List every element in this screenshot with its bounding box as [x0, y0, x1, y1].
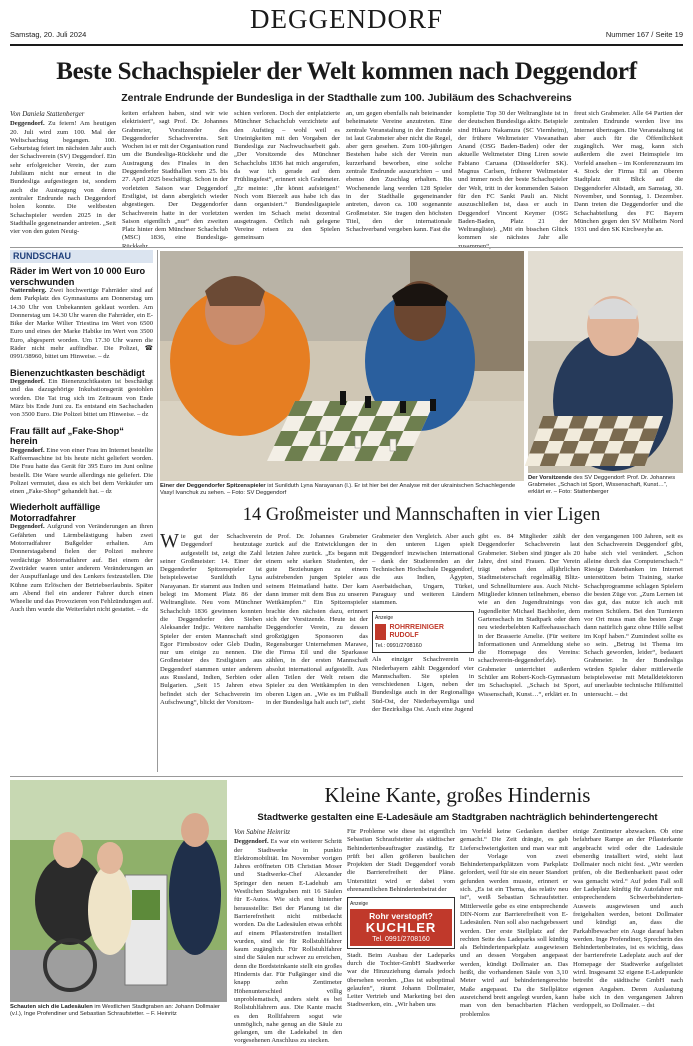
ad-logo-icon: [375, 624, 386, 640]
kante-text-2b: Stadt. Beim Ausbau der Ladeparks durch die Tochter-GmbH Stadtwerke war die Hinzuziehung damals jedoch übersehen worden. „Das ist suboptimal gelaufen“, räumt Johann Dollmaier, Leiter Vertrieb und Marketing bei den Stadtwerken, ein. „Wir haben uns: [347, 951, 455, 1009]
chess-photo-caption: [160, 483, 524, 497]
caption-lead: Schauten sich die Ladesäulen: [10, 1004, 93, 1010]
section-title: DEGGENDORF: [249, 4, 443, 34]
charging-photo-caption: [10, 1004, 227, 1018]
rundschau-item-title: Wiederholt auffällige Motorradfahrer: [10, 502, 101, 523]
charging-station-photo: [10, 780, 227, 1002]
chess-column-2: de Prof. Dr. Johannes Grabmeier zurück auf die Entwicklungen der letzten Jahre zurück. „Es begann mit einem sehr starken Studenten, der gute Beziehungen zu einem aufstrebenden jungen Spieler aus seinem Heimatland hatte. Der kam dann immer mit dem Bus zu unseren Wettkämpfen.“ Ein Spitzenspieler brachte den nächsten dazu, erinnert sich der Vorsitzende. Heute ist der Deggendorfer Verein, zu dessen großzügigen Sponsoren das Regensburger Unternehmen Marawe, die Firma Eil und die Sparkasse zählen, in der ersten Mannschaft absolut international aufgestellt. Aus allen Teilen der Welt reisen die Spieler zu den Wettkämpfen in den oberen Ligen an. „Wie es im Fußball in der Bundesliga halt auch ist“, zieht: [266, 533, 368, 706]
rundschau-header: RUNDSCHAU: [10, 250, 153, 263]
rundschau-item-body: [10, 287, 153, 362]
lead-column-1: [10, 110, 116, 245]
chess-column-1: [160, 530, 262, 771]
caption-text: im Westlichen Stadtgraben an: Johann Dollmaier (v.l.), Inge Profendiner und Sebastian Schraufstetter.: [10, 1004, 220, 1017]
masthead: [10, 4, 683, 46]
issue-number-text: Nummer 167: [605, 30, 650, 39]
lead-column-2: keiten erfahren haben, sind wir wie elektrisiert“, sagt Prof. Dr. Johannes Grabmeier, Vorsitzender des Deggendorfer Schachvereins. Seit Wochen ist er mit der Organisation rund um die Bundesliga-Rückkehr und die Austragung des Finales in den Deggendorfer Stadthallen vom 25. bis 27. April 2025 beschäftigt. Schon in der vorletzten Saison war Deggendorf Erstligist, ist dann abergleich wieder abgestiegen. Der Deggendorfer Schachverein hatte in der vorletzten Saison eigentlich „nur“ den zweiten Platz hinter dem Münchner Schachclub (MSC) 1836, eine Bundesliga-: [122, 110, 228, 242]
chess-text-5: den vergangenen 100 Jahren, seit es den Schachverein Deggendorf gibt, habe sich viel verändert. „Schon alleine durch das Computerschach.“ Riesige Datenbanken im Internet unterstützen beim Training, starke Schachprogramme schlagen Spielern die besten Züge vor. „Zum Lernen ist das gut, das nutze ich auch mit meinen Schülern. Bei den Turnieren vor Ort muss man die besten Zuge dann natürlich ganz ohne Hilfe selbst im Kopf haben.“ Zumindest sollte es so sein. „Betrug ist Thema im Schach geworden, leider“, bedauert Grabmeier. In der Bundesliga würden Spieler daher mittlerweile beispielsweise mit Metalldetektoren auf unerlaubte technische Hilfsmittel untersucht.: [584, 533, 683, 698]
drop-cap: W: [160, 530, 179, 552]
article-tag: – dst: [641, 1002, 655, 1010]
issue-separator: /: [651, 30, 654, 39]
rundschau-item-dateline: Deggendorf.: [10, 378, 45, 386]
caption-text: ist Sunilduth Lyna Narayanan (l.). Er ist hier bei der Analyse mit der ukrainischen Schachlegende Vasyl Ivanchuk zu sehen.: [160, 483, 516, 496]
lead-headline: Beste Schachspieler der Welt kommen nach Deggendorf: [56, 58, 637, 85]
rundschau-column: [10, 266, 153, 771]
chess-headline: 14 Großmeister und Mannschaften in vier Ligen: [242, 505, 601, 525]
caption-lead: Einer der Deggendorfer Spitzenspieler: [160, 483, 266, 489]
rundschau-item-text: Eine von einer Frau im Internet bestellte Kaffeemaschine ist bis heute nicht geliefert worden. Die Frau hatte das Gerät für 395 Euro im Juni online bestellt. Die Ware wurde allerdings nie geliefert. Die Polizei vermutet, dass es sich bei dem Verkäufer um einen „Fake-Shop“ gehandelt hat.: [10, 446, 153, 496]
rundschau-item-dateline: Deggendorf.: [10, 523, 45, 531]
kante-byline: Von Sabine Heinritz: [234, 828, 290, 836]
charging-station-image: [10, 780, 227, 1002]
rundschau-item-tag: – dz: [100, 488, 112, 496]
rundschau-item: [10, 266, 153, 362]
ad-company: KUCHLER: [365, 919, 437, 935]
caption-lead: Der Vorsitzende: [528, 475, 572, 481]
rundschau-item: [10, 502, 153, 614]
rundschau-item-body: [10, 523, 153, 614]
kante-dateline: Deggendorf.: [234, 838, 269, 846]
rundschau-item-body: [10, 447, 153, 497]
kante-text-4: einige Zentimeter abzwacken. Ob eine befahrbare Rampe an der Pflasterkante angebracht wird oder die Ladesäule ebenerdig installiert wird, steht laut Dollmaier noch nicht fest. „Wir werden prüfen, ob die Bedienbarkeit passt oder was gemacht wird.“ Auf jeden Fall soll der Ladeplatz künftig für Autofahrer mit entsprechendem Schwerbehinderten-Ausweis ausgewiesen und auch freigehalten werden, betont Dollmaier und kündigt an, dass die Parkablbewacher ein Auge darauf haben werden. Inge Profendiner, Sprecherin des Behindertenbeirates, ist es wichtig, dass der barrierefreie Ladeplatz auch auf der Homepage der Stadtwerke aufgelistet wird. Insgesamt 32 eigene E-Ladepunkte betreibt die städtische GmbH nach eigenen Angaben. Deren Auslastung habe sich in den vergangenen Jahren verdoppelt, so Dollmaier.: [573, 828, 683, 1010]
rundschau-item-title: Bienenzuchtkasten beschädigt: [10, 367, 145, 378]
lead-column-3: schien verloren. Doch der entplatzierte Münchner Schachclub verzichtete auf den Aufstieg – wohl weil es Uneinigkeiten mit den Vorgaben der Bundesliga zur Nachwuchsarbeit gab. „Der Vorsitzende des Münchner Schachclubs 1836 hat mich angerufen, da war ich gerade auf dem Frühlingsfest“, erinnert sich Grabmeier. „Er meinte: ‚Ihr könnt aufsteigen!‘ Noch vom Bierzelt aus habe ich das dann organisiert.“ Bundesligaspiele werden im Schach meist dezentral ausgetragen. Örtlich nah gelegene Vereine reisen zu den Spielen gemeinsam: [234, 110, 340, 242]
kante-column-2: [347, 828, 455, 1022]
ad-phone: Tel.: 0991/2708160: [375, 642, 422, 649]
ad-label: Anzeige: [375, 614, 394, 621]
rundschau-item-body: [10, 378, 153, 419]
lead-column-4: an, um gegen ebenfalls nah beieinander beheimatete Vereine anzutreten. Eine zentrale Veranstaltung in der Endrunde ist laut Grabmeier aber nicht die Regel, aber gern gesehen. Zum 100-jährigen Bestehen habe sich der Verein nun kurzerhand beworben, eine solche zentrale Endrunde auszurichten – und ebenso den Zuschlag erhalten. Bis Wochenende lang werden 128 Spieler in der Stadthalle gegeneinander antreten, davon ca. 100 sogenannte Großmeister. Sie tragen den höchsten Titel, den der internationale Schachverband vergeben kann. Fast die: [346, 110, 452, 234]
kante-text-1: Es war ein weiterer Schritt der Stadtwerke in punkto Elektromobilität. Im November vorigen Jahres eröffneten OB Christian Moser und Stadtwerke-Chef Alexander Springer den neuen E-Ladehub am Westlichen Stadtgraben mit 16 Säulen für E-Autos. Wie sich erst hinterher herausstellte: Bei der Planung ist die Barrierefreiheit nicht mitbedacht worden. Da die Ladesäulen etwas erhöht auf einem Pflasterstreifen installiert wurden, sind sie für Rollstuhlfahrer kaum zugänglich. Für Rollstuhlfahrer sind die Säulen nur schwer zu erreichen, denn die Bordsteinkante stellt ein großes Hindernis dar. Für Fußgänger sind die knapp zehn Zentimeter Höhenunterschied völlig unproblematisch, anders sieht es bei Rollstuhlfahrern aus. Die Kante macht es den Rollifahrern sogut wie unmöglich, nahe genug an die Säule zu gelangen, um die Ladekabel in den vorgesehenen Anschluss zu stecken.: [234, 838, 342, 1045]
rundschau-item-title: Frau fällt auf „Fake-Shop“ herein: [10, 425, 124, 447]
kante-column-4: [573, 828, 683, 1022]
issue-number: [606, 30, 683, 39]
photo-credit: – F. Heinritz: [146, 1011, 177, 1017]
chess-column-5: [584, 533, 683, 771]
chairman-photo-caption: [528, 475, 683, 496]
kante-column-3: im Vorfeld keine Gedanken darüber gemacht.“ Die Zeit drängte, es gab Lieferschwierigkeiten und man war mit der Vorlage von zwei Behindertenparkplätzen vom Parkplatz gefordert, weil für sie ein neuer Standort gefunden werden musste, erinnert er sich. „Es ist ein Thema, das relativ neu ist“, weiß Sebastian Schraufstetter. Mittlerweile gebe es eine entsprechende DIN-Norm zur Barrierefreiheit von E-Ladesäulen. Nun soll also nachgebessert werden. Der erste Stellplatz auf der rechten Seite des Ladeparks soll künftig als Behindertenparkplatz ausgewiesen und an dessen Vorgaben angepasst werden, kündigt Dollmaier an. Das heißt, die vorhandenen Säule von 3,10 Meter wird auf behindertengerechte Maße angepasst. Da die Stellplätze ausreichend breit angelegt wurden, kann man von den benachbarten Flächen problemlos: [460, 828, 568, 1018]
lead-text-1: Zu feiern! Am heutigen 20. Juli wird zum 100. Mal der Weltschachtag begangen. 100. Geburtstag feiert im nächsten Jahr auch der Schachverein (SV) Deggendorf. Ein sehr erfolgreicher Verein, der zum Jubiläum nicht nur erneut in die Bundesliga aufgestiegen ist, sondern auch die Austragung von deren zentraler Endrunde nach Deggendorf holen konnte. Die weltbesten Schachspieler werden 2025 in der Stadthalle gegeneinander antreten. „Seit vier von den guten Neuig-: [10, 120, 116, 236]
chess-players-image: [160, 251, 524, 481]
lead-byline: Von Daniela Stattenberger: [10, 110, 85, 118]
chess-photo: [160, 251, 524, 481]
caption-text: des SV Deggendorf: Prof. Dr. Johannes Grabmeier. „Schach ist Sport, Wissenschaft, Kunst…“, erklärt er.: [528, 475, 676, 495]
ad-label: Anzeige: [350, 901, 369, 908]
chess-column-4: gibt es. 84 Mitglieder zählt der Deggendorfer Schachverein laut Grabmeier. Sieben sind jünger als 20 Jahre, drei sind Frauen. Der Verein trägt neben den alljährlichen Stadtmeisterschaft regelmäßig Blitz- und Schnellturniere aus. Auch Nicht-Mitglieder können teilnehmen, ebenso wie an den Jugendtrainings von Jugendleiter Michael Bachhofer, dem Gartenschach im Stadtpark oder dem neu wiederbelebten Kaffeehausschach in der Brasserie Amelie. (Für weitere Informationen und Anmeldung siehe die Homepage des Vereins: schachverein-deggendorf.de). Grabmeier unterrichtet außerdem Schüler am Robert-Koch-Gymnasium im Schachspiel. „Schach ist Sport, Wissenschaft, Kunst…“, erklärt er. In: [478, 533, 580, 698]
lead-column-5: komplette Top 30 der Weltrangliste ist in der deutschen Bundesliga aktiv. Beispiele sind Hikaru Nakamura (SC Viernheim), der frühere Weltmeister Viswanathan Anand (OSG Baden-Baden) oder der aktuelle Weltmeister Ding Liren sowie Fabiano Caruana (Düsseldorfer SK). Magnus Carlsen, früherer Weltmeister und immer noch der beste Schachspieler der Welt, tritt in der kommenden Saison für den FC Sankt Pauli an. Nicht auszuschließen ist, dass er auch in Deggendorf Vincent Keymer (OSG Baden-Baden, Platz 21 der Weltrangliste). „Mit ein bisschen Glück kommen sie nächstes Jahr alle: [458, 110, 568, 242]
lead-subhead: Zentrale Endrunde der Bundesliga in der Stadthalle zum 100. Jubiläum des Schachvereins: [121, 92, 572, 104]
rundschau-item-title: Räder im Wert von 10 000 Euro verschwunden: [10, 266, 146, 287]
ad-company: ROHRREINIGER RUDOLF: [389, 623, 444, 639]
rundschau-item-tag: – dz: [137, 606, 149, 614]
article-tag: – dst: [614, 690, 628, 698]
divider: [10, 776, 683, 777]
photo-credit: – Foto: Stattenberger: [553, 489, 609, 495]
divider: [10, 247, 683, 248]
ad-slogan: Rohr verstopft?: [369, 910, 433, 921]
rundschau-item: [10, 368, 153, 420]
lead-column-6: freut sich Grabmeier. Alle 64 Partien der zentralen Endrunde werden live ins Internet übertragen. Die Veranstaltung ist aber auch für die Öffentlichkeit zugänglich. Wer mag, kann sich außerdem die zwei Heimspiele im Vorfeld ansehen – im Konferenzraum im 4. Stock der Firma Eil an Oberen Stadtplatz mit Blick auf die Deggendorfer Altstadt, am Samstag, 30. November, und Sonntag, 1. Dezember. Dann treten die Deggendorfer und die Schachabteilung des FC Bayern München gegen den SV Mülheim Nord 1931 und den SK Kirchweyhe an.: [574, 110, 683, 234]
page-number: Seite 19: [655, 30, 683, 39]
lead-dateline: Deggendorf.: [10, 120, 45, 128]
kante-column-1: [234, 828, 342, 1045]
chess-column-3: [372, 533, 474, 771]
rundschau-item: [10, 426, 153, 497]
chess-text-3a: Grabmeier den Vergleich. Aber auch in den unteren Ligen spielt Deggendorf inzwischen international – dank der Studierenden an der Technischen Hochschule Deggendorf, die aus Indien, Ägypten, Aserbaidschan, Ungarn, Türkei, Paraguay und weiteren Ländern stammen.: [372, 533, 474, 607]
rundschau-item-text: Ein Bienenzuchtkasten ist beschädigt und das dazugehörige Inkubationsgerät gestohlen worden. Die Tat trug sich im Zeitraum von Ende März bis Ende Juni zu. Es entstand ein Sachschaden von 3500 Euro. Die Polizei bittet um Hinweise.: [10, 378, 153, 419]
chairman-image: [528, 251, 683, 473]
kante-subhead: Stadtwerke gestalten eine E-Ladesäule am Stadtgraben nachträglich behindertengerecht: [257, 812, 658, 823]
rundschau-item-dateline: Natternberg.: [10, 287, 47, 294]
chess-text-3b: Als einziger Schachverein in Niederbayern zählt Deggendorf vier Mannschaften. Sie spielen in verschiedenen Ligen, neben der Bundesliga auch in der Regionalliga Süd-Ost, der Niederbayernliga und der Bezirksliga Ost. Auch eine Jugend: [372, 656, 474, 714]
divider: [157, 250, 158, 772]
rundschau-item-tag: – dz: [98, 353, 110, 361]
issue-date: Samstag, 20. Juli 2024: [10, 30, 87, 39]
rundschau-item-tag: – dz: [137, 411, 149, 419]
chess-text-1: ie gut der Schachverein Deggendorf heutzutage aufgestellt ist, zeigt die Zahl seiner Großmeister: 14. Einer der Deggendorfer Spitzenspieler ist beispielsweise Sunilduth Lyna Narayanan. Er stammt aus Indien und belegt im Moment Platz 86 der Weltrangliste. Neu vom Münchner Schachclub 1836 gewinnen konnten die Deggendorfer den Sieben Aleksander Indjic. Weitere namhafte Spieler der ersten Mannschaft sind Egor Firmbostov oder Gleb Dudin, nur um einige zu nennen. Die Großmeister des Erstligisten aus Deggendorf stammen unter anderem aus Russland, Indien, Serbien oder Bulgarien. „Seit 15 Jahren etwa befindet sich der Schachverein im Aufschwung“, blickt der Vorsitzen-: [160, 533, 262, 706]
ad-phone: Tel. 0991/2708160: [372, 935, 430, 943]
advertisement-kuchler[interactable]: [347, 897, 455, 948]
photo-credit: – Foto: SV Deggendorf: [226, 490, 287, 496]
kante-headline: Kleine Kante, großes Hindernis: [324, 783, 591, 807]
chairman-photo: [528, 251, 683, 473]
rundschau-item-text: Aufgrund von Veränderungen an ihren Gefährten und Lärmbelästigung haben zwei Motorradfahrer Bußgelder erhalten. Am Donnerstagabend fielen der Polizei mehrere verdächtige Motorradfahrer auf. Bei einem der Zweiräder waren unter anderem Veränderungen an der Auspuffanlage und des Lenkers festzustellen. Die Kühne zum Erlöschen der Betriebserlaubnis. Später am Abend fiel ein anderer Fahrer durch einen Wheelie und das Provozieren von Fehlzündungen auf. Auch ihm wurde die Weiterfahrt nicht gestattet.: [10, 523, 154, 614]
kante-text-2a: Für Probleme wie diese ist eigentlich Sebastian Schraufstetter als städtischer Behindertenbeauftragter zuständig. Er prüft bei allen größeren baulichen Projekten der Stadt Deggendorf vorab die Barrierefreiheit der Pläne. Unterstützt wird er dabei vom ehrenamtlichen Behindertenbeirat der: [347, 828, 455, 894]
advertisement-rohrreiniger[interactable]: [372, 611, 474, 654]
rundschau-item-dateline: Deggendorf.: [10, 446, 45, 454]
rundschau-item-text: Zwei hochwertige Fahrräder sind auf dem Parkplatz des Gymnasiums am Donnerstag um 14.30 Uhr von Unbekannten geklaut worden. Am Donnerstag um 14.30 Uhr waren die Fahrräder, ein E-Bike der Marke Wilier Triestina im Wert von 6500 Euro und eines der Marke Habike im Wert von 3500 Euro, abgesperrt worden. Um 17.30 Uhr waren die Räder nicht mehr auffindbar. Die Polizei, ☎ 0991/38960, bittet um Hinweise.: [10, 287, 153, 361]
